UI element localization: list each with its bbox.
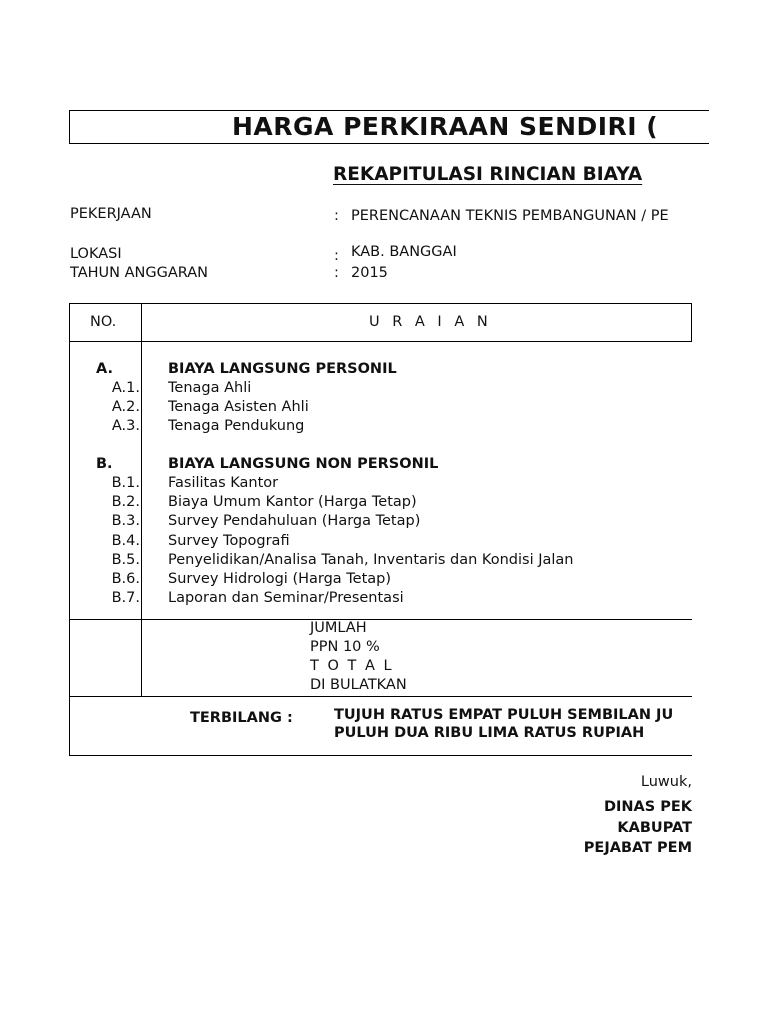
signature-line1: DINAS PEK (603, 799, 692, 815)
item-b2-no: B.2. (111, 494, 140, 510)
item-a3-label: Tenaga Pendukung (168, 418, 305, 434)
item-b5-label: Penyelidikan/Analisa Tanah, Inventaris dan Kondisi Jalan (168, 552, 574, 568)
total-dibulatkan: DI BULATKAN (310, 677, 407, 693)
item-b7-label: Laporan dan Seminar/Presentasi (168, 590, 404, 606)
lokasi-colon: : (334, 248, 339, 264)
item-a2-no: A.2. (111, 399, 140, 415)
item-b7-no: B.7. (111, 590, 140, 606)
signature-line3: PEJABAT PEM (583, 840, 692, 856)
terbilang-line2: PULUH DUA RIBU LIMA RATUS RUPIAH (334, 725, 645, 741)
item-b3-label: Survey Pendahuluan (Harga Tetap) (168, 513, 421, 529)
item-b6-label: Survey Hidrologi (Harga Tetap) (168, 571, 392, 587)
tahun-colon: : (334, 265, 339, 281)
tahun-value: 2015 (351, 265, 388, 281)
item-b4-label: Survey Topografi (168, 533, 290, 549)
item-a1-label: Tenaga Ahli (168, 380, 252, 396)
item-b1-label: Fasilitas Kantor (168, 475, 279, 491)
terbilang-line1: TUJUH RATUS EMPAT PULUH SEMBILAN JU (334, 707, 674, 723)
section-b-title: BIAYA LANGSUNG NON PERSONIL (168, 456, 439, 472)
item-b5-no: B.5. (111, 552, 140, 568)
terbilang-label: TERBILANG : (190, 710, 293, 726)
item-b1-no: B.1. (111, 475, 140, 491)
pekerjaan-label: PEKERJAAN (70, 206, 152, 222)
item-b4-no: B.4. (111, 533, 140, 549)
lokasi-value: KAB. BANGGAI (351, 244, 457, 260)
section-b-no: B. (96, 456, 113, 472)
item-b2-label: Biaya Umum Kantor (Harga Tetap) (168, 494, 417, 510)
total-ppn: PPN 10 % (310, 639, 380, 655)
page-subtitle: REKAPITULASI RINCIAN BIAYA (333, 164, 643, 185)
total-total: T O T A L (310, 658, 394, 674)
total-jumlah: JUMLAH (310, 620, 367, 636)
item-b6-no: B.6. (111, 571, 140, 587)
signature-line2: KABUPAT (617, 820, 692, 836)
item-a2-label: Tenaga Asisten Ahli (168, 399, 309, 415)
section-a-title: BIAYA LANGSUNG PERSONIL (168, 361, 397, 377)
header-no: NO. (90, 314, 117, 330)
pekerjaan-value: PERENCANAAN TEKNIS PEMBANGUNAN / PE (351, 208, 669, 224)
lokasi-label: LOKASI (70, 246, 122, 262)
tahun-label: TAHUN ANGGARAN (70, 265, 209, 281)
header-uraian: U R A I A N (369, 314, 492, 330)
signature-place: Luwuk, (640, 774, 692, 790)
page-title: HARGA PERKIRAAN SENDIRI ( (232, 112, 659, 141)
item-a1-no: A.1. (111, 380, 140, 396)
pekerjaan-colon: : (334, 208, 339, 224)
section-a-no: A. (96, 361, 113, 377)
item-b3-no: B.3. (111, 513, 140, 529)
item-a3-no: A.3. (111, 418, 140, 434)
